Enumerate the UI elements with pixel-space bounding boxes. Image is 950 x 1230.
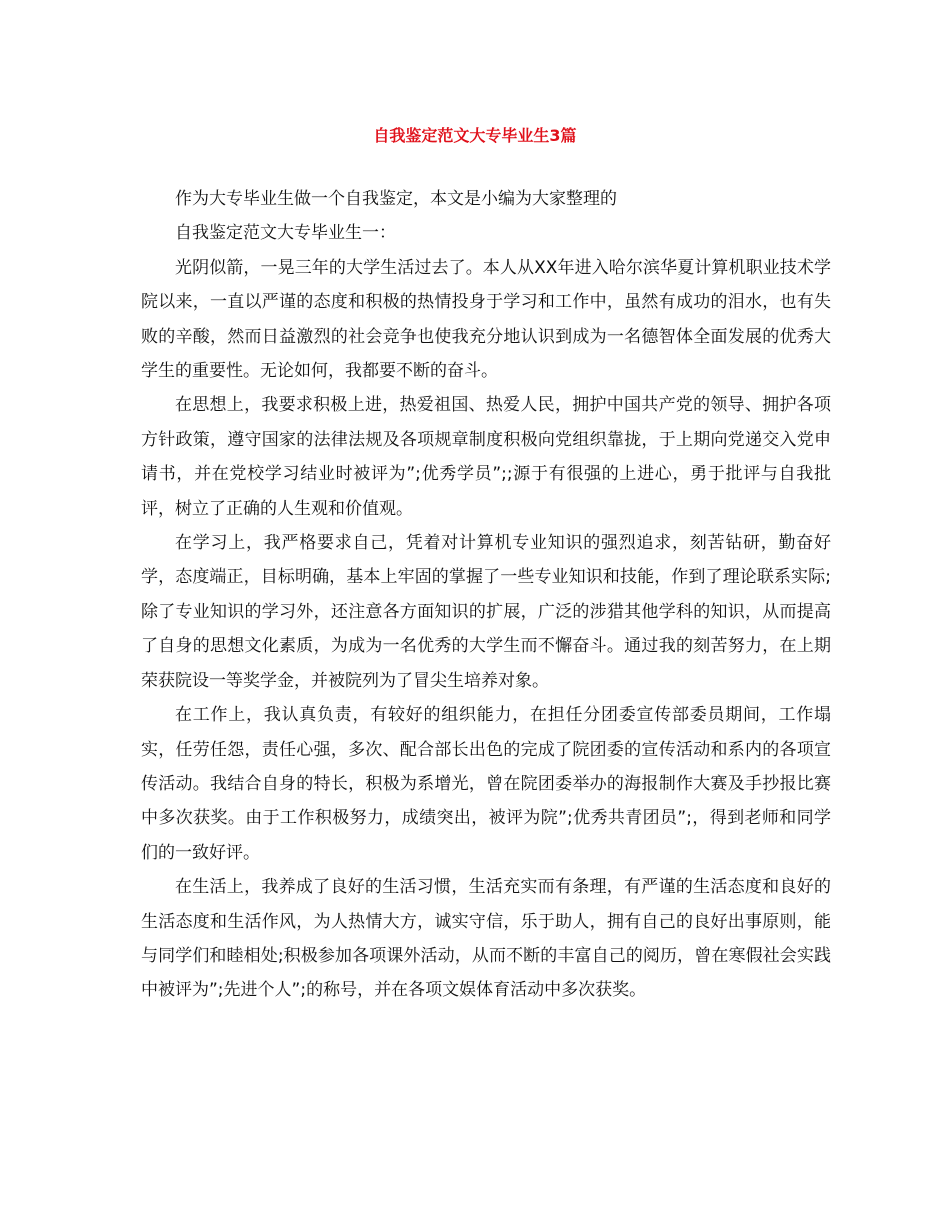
paragraph-opening: 光阴似箭，一晃三年的大学生活过去了。本人从XX年进入哈尔滨华夏计算机职业技术学院以来，一直以严谨的态度和积极的热情投身于学习和工作中，虽然有成功的泪水，也有失败的辛酸，然而日益激烈的社会竞争也使我充分地认识到成为一名德智体全面发展的优秀大学生的重要性。无论如何，我都要不断的奋斗。 [141, 257, 831, 382]
paragraph-intro: 作为大专毕业生做一个自我鉴定，本文是小编为大家整理的 [175, 189, 617, 209]
paragraph-study: 在学习上，我严格要求自己，凭着对计算机专业知识的强烈追求，刻苦钻研，勤奋好学，态度端正，目标明确，基本上牢固的掌握了一些专业知识和技能，作到了理论联系实际;除了专业知识的学习外，还注意各方面知识的扩展，广泛的涉猎其他学科的知识，从而提高了自身的思想文化素质，为成为一名优秀的大学生而不懈奋斗。通过我的刻苦努力，在上期荣获院设一等奖学金，并被院列为了冒尖生培养对象。 [141, 533, 831, 691]
paragraph-ideology: 在思想上，我要求积极上进，热爱祖国、热爱人民，拥护中国共产党的领导、拥护各项方针政策，遵守国家的法律法规及各项规章制度积极向党组织靠拢，于上期向党递交入党申请书，并在党校学习结业时被评为”;优秀学员”;;源于有很强的上进心，勇于批评与自我批评，树立了正确的人生观和价值观。 [141, 395, 831, 519]
document-title: 自我鉴定范文大专毕业生3篇 [373, 126, 577, 145]
paragraph-life: 在生活上，我养成了良好的生活习惯，生活充实而有条理，有严谨的生活态度和良好的生活态度和生活作风，为人热情大方，诚实守信，乐于助人，拥有自己的良好出事原则，能与同学们和睦相处;积极参加各项课外活动，从而不断的丰富自己的阅历，曾在寒假社会实践中被评为”;先进个人”;的称号，并在各项文娱体育活动中多次获奖。 [141, 877, 831, 1001]
paragraph-work: 在工作上，我认真负责，有较好的组织能力，在担任分团委宣传部委员期间，工作塌实，任劳任怨，责任心强，多次、配合部长出色的完成了院团委的宣传活动和系内的各项宣传活动。我结合自身的特长，积极为系增光，曾在院团委举办的海报制作大赛及手抄报比赛中多次获奖。由于工作积极努力，成绩突出，被评为院”;优秀共青团员”;，得到老师和同学们的一致好评。 [141, 705, 831, 863]
paragraph-section-heading: 自我鉴定范文大专毕业生一： [175, 223, 396, 244]
document-body [141, 182, 831, 1008]
